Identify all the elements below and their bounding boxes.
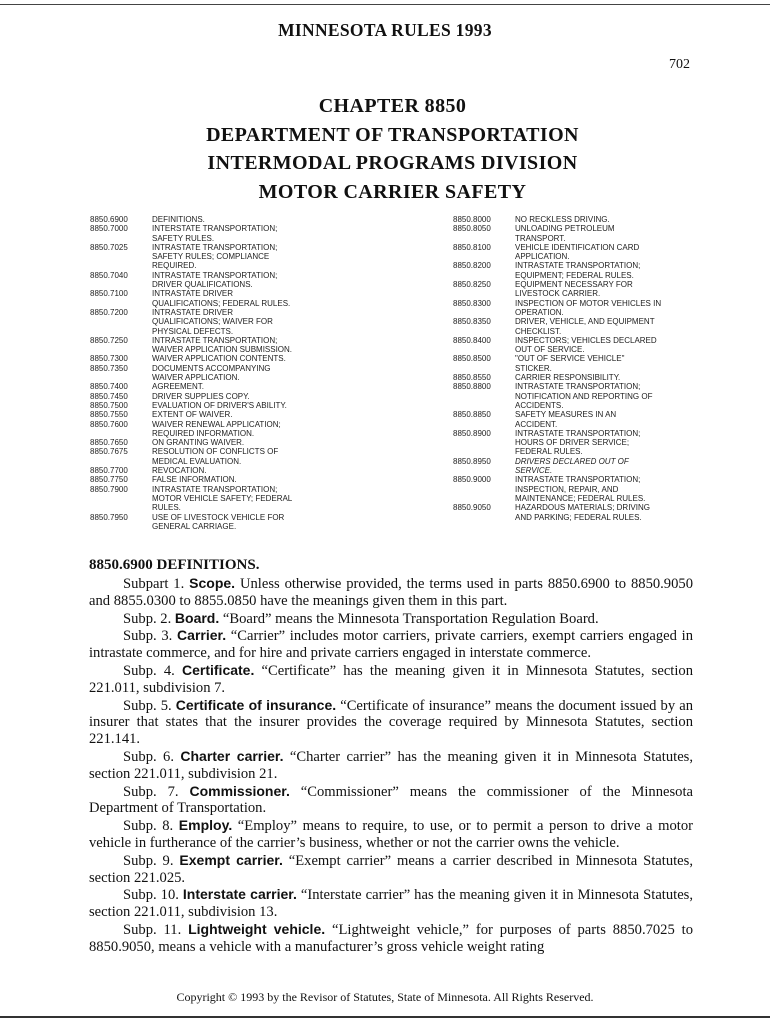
toc-entry-title-line: PHYSICAL DEFECTS. bbox=[152, 326, 234, 336]
toc-entry-title-line: GENERAL CARRIAGE. bbox=[152, 521, 237, 531]
toc-entry bbox=[90, 447, 445, 466]
toc-entry bbox=[90, 475, 445, 484]
definition-text: “Commissioner” means the commissioner of the Minnesota Department of Transportation. bbox=[89, 783, 693, 817]
toc-entry-title-line: REQUIRED. bbox=[152, 261, 197, 271]
definition-paragraph bbox=[89, 852, 693, 887]
toc-entry bbox=[90, 271, 445, 290]
bottom-rule bbox=[0, 1016, 770, 1018]
toc-entry-number: 8850.8850 bbox=[453, 410, 491, 420]
toc-entry-title-line: EVALUATION OF DRIVER'S ABILITY. bbox=[152, 400, 287, 410]
toc-entry-title-line: INTRASTATE TRANSPORTATION; bbox=[152, 270, 278, 280]
toc-entry-title-line: INTRASTATE TRANSPORTATION; bbox=[515, 382, 641, 392]
toc-entry-number: 8850.8050 bbox=[453, 224, 491, 234]
toc-entry-title bbox=[152, 354, 445, 363]
toc-entry-title-line: HOURS OF DRIVER SERVICE; bbox=[515, 438, 630, 448]
toc-entry-title-line: WAIVER RENEWAL APPLICATION; bbox=[152, 419, 281, 429]
chapter-titles bbox=[0, 92, 770, 206]
toc-entry-title bbox=[152, 308, 445, 336]
toc-entry bbox=[90, 438, 445, 447]
toc-entry-number: 8850.8100 bbox=[453, 242, 491, 252]
toc-entry-number: 8850.7950 bbox=[90, 512, 128, 522]
copyright-footer: Copyright © 1993 by the Revisor of Statutes, State of Minnesota. All Rights Reserved. bbox=[176, 990, 594, 1004]
toc-entry-number: 8850.7250 bbox=[90, 335, 128, 345]
toc-entry bbox=[90, 364, 445, 383]
definition-paragraph bbox=[89, 921, 693, 956]
toc-entry-title-line: UNLOADING PETROLEUM bbox=[515, 224, 615, 234]
toc-entry bbox=[453, 457, 698, 476]
page-number: 702 bbox=[669, 57, 690, 72]
toc-entry-title bbox=[515, 261, 698, 280]
toc-entry-title-line: SERVICE. bbox=[515, 466, 553, 476]
definition-text: “Certificate of insurance” means the document issued by an insurer that states that the insurer provides the coverage required by Minnesota Statutes, section 221.141. bbox=[89, 697, 693, 748]
toc-entry-title bbox=[152, 289, 445, 308]
toc-entry-title bbox=[152, 447, 445, 466]
defined-term: Interstate carrier. bbox=[182, 886, 297, 903]
toc-entry bbox=[90, 466, 445, 475]
toc-entry-title-line: OUT OF SERVICE. bbox=[515, 345, 585, 355]
toc-entry-number: 8850.7200 bbox=[90, 307, 128, 317]
toc-entry bbox=[90, 392, 445, 401]
toc-entry-title-line: NOTIFICATION AND REPORTING OF bbox=[515, 391, 653, 401]
toc-entry-title-line: FALSE INFORMATION. bbox=[152, 475, 237, 485]
toc-entry-title bbox=[515, 215, 698, 224]
toc-entry-title bbox=[152, 466, 445, 475]
toc-entry bbox=[90, 420, 445, 439]
toc-entry-title bbox=[515, 299, 698, 318]
toc-entry-number: 8850.7700 bbox=[90, 466, 128, 476]
toc-entry-title bbox=[152, 215, 445, 224]
toc-entry-number: 8850.7550 bbox=[90, 410, 128, 420]
toc-entry-number: 8850.7040 bbox=[90, 270, 128, 280]
subject-title: MOTOR CARRIER SAFETY bbox=[258, 180, 527, 203]
definition-text: “Employ” means to require, to use, or to permit a person to drive a motor vehicle in furtherance of the carrier’s business, whether or not the carrier owns the vehicle. bbox=[89, 818, 693, 851]
toc-entry-title-line: DEFINITIONS. bbox=[152, 215, 205, 224]
toc-entry-title bbox=[152, 336, 445, 355]
department-title: DEPARTMENT OF TRANSPORTATION bbox=[206, 123, 579, 146]
toc-entry-title-line: DRIVER, VEHICLE, AND EQUIPMENT bbox=[515, 317, 655, 327]
toc-entry-title bbox=[152, 420, 445, 439]
toc-entry-number: 8850.8950 bbox=[453, 456, 491, 466]
toc-entry-title-line: INSPECTION OF MOTOR VEHICLES IN bbox=[515, 298, 662, 308]
toc-entry-title-line: WAIVER APPLICATION. bbox=[152, 373, 240, 383]
toc-entry-title bbox=[515, 429, 698, 457]
toc-entry-title-line: SAFETY RULES. bbox=[152, 233, 215, 243]
toc-entry-title-line: INTRASTATE TRANSPORTATION; bbox=[152, 242, 278, 252]
subpart-label: Subpart 1. bbox=[123, 576, 185, 592]
toc-entry bbox=[90, 513, 445, 532]
toc-entry-title-line: QUALIFICATIONS; FEDERAL RULES. bbox=[152, 298, 291, 308]
toc-entry-title-line: INSPECTION, REPAIR, AND bbox=[515, 484, 619, 494]
toc-entry-title-line: "OUT OF SERVICE VEHICLE" bbox=[515, 354, 625, 364]
toc-entry bbox=[453, 243, 698, 262]
toc-entry-title-line: CHECKLIST. bbox=[515, 326, 562, 336]
definition-paragraph bbox=[89, 662, 693, 697]
toc-entry-title-line: RULES. bbox=[152, 503, 181, 513]
toc-entry bbox=[90, 215, 445, 224]
toc-entry-number: 8850.8200 bbox=[453, 261, 491, 271]
subpart-label: Subp. 5. bbox=[123, 697, 172, 714]
toc-entry-title bbox=[152, 224, 445, 243]
definition-text: “Lightweight vehicle,” for purposes of parts 8850.7025 to 8850.9050, means a vehicle with a manufacturer’s gross vehicle weight rating bbox=[89, 921, 693, 955]
subpart-label: Subp. 2. bbox=[123, 610, 172, 627]
toc-entry-title bbox=[152, 410, 445, 419]
toc-entry-title-line: STICKER. bbox=[515, 363, 552, 373]
toc-entry-number: 8850.8300 bbox=[453, 298, 491, 308]
toc-entry bbox=[90, 224, 445, 243]
definition-paragraph bbox=[89, 886, 693, 921]
toc-entry-title-line: FEDERAL RULES. bbox=[515, 447, 583, 457]
toc-entry-title bbox=[515, 224, 698, 243]
toc-entry-number: 8850.9050 bbox=[453, 503, 491, 513]
toc-entry bbox=[90, 354, 445, 363]
defined-term: Commissioner. bbox=[189, 782, 290, 799]
toc-entry-title-line: INTRASTATE TRANSPORTATION; bbox=[152, 484, 278, 494]
defined-term: Exempt carrier. bbox=[179, 851, 283, 868]
subpart-label: Subp. 4. bbox=[123, 662, 175, 679]
toc-entry-title-line: MOTOR VEHICLE SAFETY; FEDERAL bbox=[152, 493, 293, 503]
toc-entry-number: 8850.7350 bbox=[90, 363, 128, 373]
definition-text: Unless otherwise provided, the terms used in parts 8850.6900 to 8850.9050 and 8855.0300 to 8855.0850 have the meanings given them in this part. bbox=[89, 576, 693, 609]
toc-entry bbox=[453, 382, 698, 410]
toc-entry-title-line: ACCIDENT. bbox=[515, 419, 558, 429]
toc-entry-number: 8850.7650 bbox=[90, 438, 128, 448]
subpart-label: Subp. 7. bbox=[123, 783, 179, 800]
toc-entry-title-line: SAFETY MEASURES IN AN bbox=[515, 410, 617, 420]
section-heading: 8850.6900 DEFINITIONS. bbox=[89, 557, 260, 573]
toc-entry bbox=[453, 317, 698, 336]
toc-entry-title bbox=[152, 513, 445, 532]
toc-entry-number: 8850.7500 bbox=[90, 400, 128, 410]
toc-entry-number: 8850.8400 bbox=[453, 335, 491, 345]
toc-entry-number: 8850.8800 bbox=[453, 382, 491, 392]
definition-text: “Board” means the Minnesota Transportation Regulation Board. bbox=[219, 610, 599, 627]
toc-entry-title bbox=[152, 271, 445, 290]
toc-entry bbox=[453, 429, 698, 457]
toc-entry-title bbox=[152, 401, 445, 410]
toc-entry-number: 8850.7100 bbox=[90, 289, 128, 299]
definition-text: “Interstate carrier” has the meaning given it in Minnesota Statutes, section 221.011, subdivision 13. bbox=[89, 887, 694, 921]
toc-entry-title bbox=[515, 373, 698, 382]
toc-entry-title-line: NO RECKLESS DRIVING. bbox=[515, 215, 610, 224]
toc-entry-title-line: EXTENT OF WAIVER. bbox=[152, 410, 233, 420]
toc-entry-number: 8850.7900 bbox=[90, 484, 128, 494]
toc-entry-title bbox=[152, 475, 445, 484]
toc-entry-title-line: AND PARKING; FEDERAL RULES. bbox=[515, 512, 642, 522]
defined-term: Board. bbox=[174, 609, 220, 626]
toc-entry-title-line: APPLICATION. bbox=[515, 252, 570, 262]
definition-paragraph bbox=[89, 697, 693, 748]
toc-entry bbox=[453, 224, 698, 243]
defined-term: Charter carrier. bbox=[180, 747, 284, 764]
definition-paragraph bbox=[89, 575, 693, 610]
toc-entry-title bbox=[515, 503, 698, 522]
toc-right-column bbox=[453, 215, 698, 522]
toc-left-column bbox=[90, 215, 445, 531]
division-title: INTERMODAL PROGRAMS DIVISION bbox=[207, 152, 578, 174]
toc-entry-number: 8850.7000 bbox=[90, 224, 128, 234]
toc-entry-number: 8850.7025 bbox=[90, 242, 128, 252]
toc-entry-title-line: USE OF LIVESTOCK VEHICLE FOR bbox=[152, 512, 285, 522]
toc-entry-title-line: INTRASTATE TRANSPORTATION; bbox=[152, 335, 278, 345]
toc-entry bbox=[90, 401, 445, 410]
toc-entry-title-line: LIVESTOCK CARRIER. bbox=[515, 289, 601, 299]
toc-entry bbox=[453, 410, 698, 429]
toc-entry-number: 8850.7675 bbox=[90, 447, 128, 457]
toc-entry-title-line: WAIVER APPLICATION CONTENTS. bbox=[152, 354, 286, 364]
toc-entry bbox=[453, 503, 698, 522]
toc-entry-title bbox=[515, 336, 698, 355]
definitions-section bbox=[89, 556, 693, 956]
defined-term: Carrier. bbox=[177, 627, 227, 644]
toc-entry bbox=[453, 215, 698, 224]
toc-entry-title-line: MEDICAL EVALUATION. bbox=[152, 456, 242, 466]
toc-entry-number: 8850.7450 bbox=[90, 391, 128, 401]
toc-entry-title-line: REVOCATION. bbox=[152, 466, 207, 476]
toc-entry-title-line: TRANSPORT. bbox=[515, 233, 566, 243]
toc-entry-title-line: INTERSTATE TRANSPORTATION; bbox=[152, 224, 278, 234]
toc-entry-title bbox=[152, 382, 445, 391]
toc-entry-title bbox=[515, 457, 698, 476]
defined-term: Certificate of insurance. bbox=[175, 696, 337, 713]
subpart-label: Subp. 9. bbox=[123, 852, 174, 869]
defined-term: Lightweight vehicle. bbox=[188, 920, 326, 937]
toc-entry-number: 8850.8000 bbox=[453, 215, 491, 224]
toc-entry-title bbox=[152, 364, 445, 383]
toc-entry-title-line: INTRASTATE TRANSPORTATION; bbox=[515, 261, 641, 271]
toc-entry bbox=[90, 243, 445, 271]
subpart-label: Subp. 11. bbox=[123, 921, 182, 938]
toc-entry-title bbox=[152, 438, 445, 447]
subpart-label: Subp. 6. bbox=[123, 748, 174, 765]
toc-entry bbox=[453, 475, 698, 503]
defined-term: Employ. bbox=[178, 817, 233, 834]
toc-entry-number: 8850.6900 bbox=[90, 215, 128, 224]
toc-entry-number: 8850.8550 bbox=[453, 373, 491, 383]
toc-entry-title-line: INSPECTORS; VEHICLES DECLARED bbox=[515, 335, 657, 345]
toc-entry bbox=[90, 336, 445, 355]
toc-entry-title-line: DOCUMENTS ACCOMPANYING bbox=[152, 363, 271, 373]
toc-entry-title-line: ON GRANTING WAIVER. bbox=[152, 438, 245, 448]
toc-entry-number: 8850.8900 bbox=[453, 428, 491, 438]
chapter-title: CHAPTER 8850 bbox=[318, 95, 467, 117]
definition-text: “Certificate” has the meaning given it in Minnesota Statutes, section 221.011, subdivision 7. bbox=[89, 662, 694, 696]
toc-entry bbox=[453, 373, 698, 382]
subpart-label: Subp. 3. bbox=[123, 628, 173, 645]
toc-entry-title-line: INTRASTATE TRANSPORTATION; bbox=[515, 428, 641, 438]
toc-entry bbox=[453, 280, 698, 299]
section-body bbox=[89, 575, 693, 956]
toc-entry-title bbox=[515, 410, 698, 429]
definition-text: “Charter carrier” has the meaning given it in Minnesota Statutes, section 221.011, subdivision 21. bbox=[89, 748, 693, 782]
toc-entry-title-line: INTRASTATE DRIVER bbox=[152, 289, 234, 299]
toc-entry-title-line: ACCIDENTS. bbox=[515, 400, 564, 410]
definition-text: “Exempt carrier” means a carrier described in Minnesota Statutes, section 221.025. bbox=[89, 852, 693, 886]
toc-entry-title-line: OPERATION. bbox=[515, 307, 564, 317]
toc-entry-title-line: WAIVER APPLICATION SUBMISSION. bbox=[152, 345, 293, 355]
toc-entry-title bbox=[515, 317, 698, 336]
toc-entry-number: 8850.8350 bbox=[453, 317, 491, 327]
toc-entry bbox=[90, 485, 445, 513]
toc-entry bbox=[90, 410, 445, 419]
subpart-label: Subp. 8. bbox=[123, 818, 174, 835]
toc-entry-title bbox=[515, 475, 698, 503]
toc-entry-title-line: INTRASTATE DRIVER bbox=[152, 307, 234, 317]
toc-entry-number: 8850.7750 bbox=[90, 475, 128, 485]
toc-entry-number: 8850.7600 bbox=[90, 419, 128, 429]
toc-entry-title-line: DRIVER QUALIFICATIONS. bbox=[152, 280, 253, 290]
toc-entry-title-line: DRIVER SUPPLIES COPY. bbox=[152, 391, 250, 401]
toc-entry-title-line: QUALIFICATIONS; WAIVER FOR bbox=[152, 317, 273, 327]
toc-entry-title bbox=[152, 243, 445, 271]
definition-paragraph bbox=[89, 610, 693, 628]
toc-entry-title-line: INTRASTATE TRANSPORTATION; bbox=[515, 475, 641, 485]
toc-entry-title bbox=[515, 243, 698, 262]
toc-entry-title-line: DRIVERS DECLARED OUT OF bbox=[515, 456, 629, 466]
toc-entry-title-line: SAFETY RULES; COMPLIANCE bbox=[152, 252, 270, 262]
toc-entry-number: 8850.7300 bbox=[90, 354, 128, 364]
toc-entry-title-line: EQUIPMENT; FEDERAL RULES. bbox=[515, 270, 634, 280]
toc-entry bbox=[453, 299, 698, 318]
top-rule bbox=[0, 4, 770, 5]
toc-entry-number: 8850.9000 bbox=[453, 475, 491, 485]
toc-entry-number: 8850.8250 bbox=[453, 280, 491, 290]
toc-entry-title-line: RESOLUTION OF CONFLICTS OF bbox=[152, 447, 279, 457]
toc-entry-title-line: VEHICLE IDENTIFICATION CARD bbox=[515, 242, 640, 252]
definition-paragraph bbox=[89, 748, 693, 783]
definition-paragraph bbox=[89, 627, 693, 662]
toc-entry bbox=[453, 261, 698, 280]
toc-entry-title bbox=[152, 392, 445, 401]
definition-text: “Carrier” includes motor carriers, private carriers, exempt carriers engaged in intrastate commerce, and for hire and private carriers engaged in interstate commerce. bbox=[89, 628, 694, 662]
toc-entry-number: 8850.7400 bbox=[90, 382, 128, 392]
toc-entry-title bbox=[515, 280, 698, 299]
toc-entry bbox=[453, 354, 698, 373]
toc-entry-title-line: HAZARDOUS MATERIALS; DRIVING bbox=[515, 503, 650, 513]
subpart-label: Subp. 10. bbox=[123, 887, 179, 904]
definition-paragraph bbox=[89, 783, 693, 818]
toc-entry-title-line: REQUIRED INFORMATION. bbox=[152, 428, 255, 438]
defined-term: Certificate. bbox=[182, 661, 255, 678]
toc-entry-title-line: MAINTENANCE; FEDERAL RULES. bbox=[515, 493, 646, 503]
toc-entry-title bbox=[515, 382, 698, 410]
toc-entry bbox=[90, 382, 445, 391]
toc-entry bbox=[90, 308, 445, 336]
toc-entry-title-line: EQUIPMENT NECESSARY FOR bbox=[515, 280, 633, 290]
defined-term: Scope. bbox=[189, 575, 236, 591]
toc-entry-title-line: CARRIER RESPONSIBILITY. bbox=[515, 373, 621, 383]
toc-entry-title bbox=[152, 485, 445, 513]
toc-entry bbox=[453, 336, 698, 355]
toc-entry bbox=[90, 289, 445, 308]
toc-entry-number: 8850.8500 bbox=[453, 354, 491, 364]
toc-entry-title-line: AGREEMENT. bbox=[152, 382, 205, 392]
toc-entry-title bbox=[515, 354, 698, 373]
definition-paragraph bbox=[89, 817, 693, 852]
running-title: MINNESOTA RULES 1993 bbox=[278, 20, 492, 40]
